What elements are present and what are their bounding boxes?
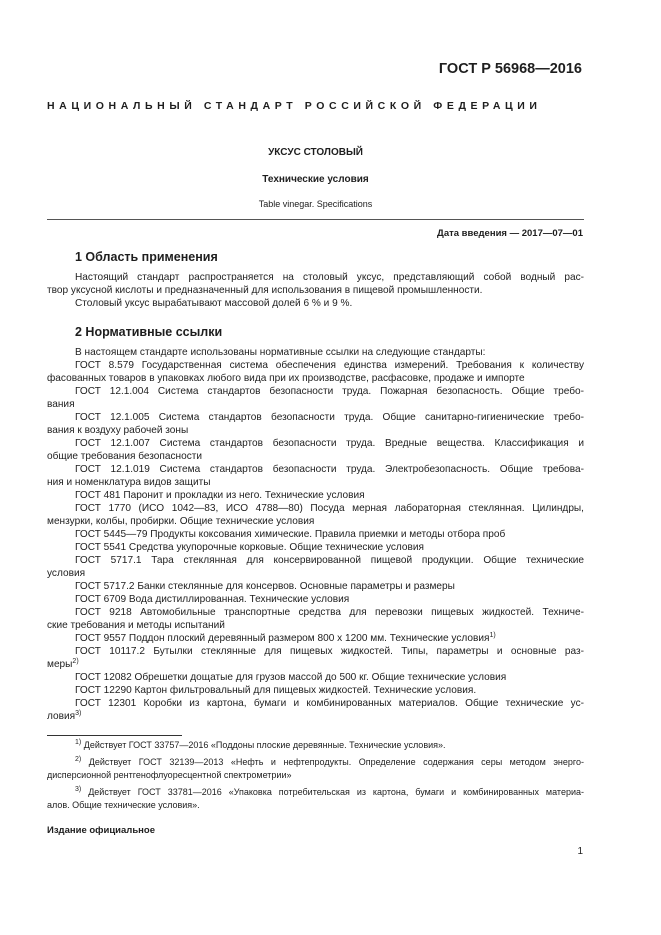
standard-number: ГОСТ Р 56968—2016 bbox=[438, 61, 582, 77]
reference-line: ГОСТ 6709 Вода дистиллированная. Технические условия bbox=[75, 594, 350, 605]
footnote-text: Действует ГОСТ 33757—2016 «Поддоны плоские деревянные. Технические условия». bbox=[83, 740, 446, 750]
reference-line: ГОСТ 12.1.019 Система стандартов безопасности труда. Электробезопасность. Общие требова- bbox=[75, 464, 584, 475]
section-2-body bbox=[47, 346, 584, 723]
reference-line: ГОСТ 5717.1 Тара стеклянная для консервированной пищевой продукции. Общие технические bbox=[75, 555, 584, 566]
english-title: Table vinegar. Specifications bbox=[258, 199, 373, 209]
reference-line bbox=[47, 632, 584, 645]
reference-line: условия bbox=[47, 568, 86, 579]
reference-line: ГОСТ 12.1.007 Система стандартов безопасности труда. Вредные вещества. Классификация и bbox=[75, 438, 584, 449]
footnote-text: Действует ГОСТ 32139—2013 «Нефть и нефтепродукты. Определение содержания серы методом энерго- bbox=[88, 757, 584, 767]
reference-text: ГОСТ 9557 Поддон плоский деревянный размером 800 х 1200 мм. Технические условия bbox=[75, 633, 490, 644]
footnote-marker: 1) bbox=[489, 632, 496, 639]
reference-line: ГОСТ 8.579 Государственная система обеспечения единства измерений. Требования к количеству bbox=[75, 360, 584, 371]
reference-line: ГОСТ 12.1.005 Система стандартов безопасности труда. Общие санитарно-гигиенические требо- bbox=[75, 412, 584, 423]
section-1-heading: 1 Область применения bbox=[75, 250, 218, 264]
reference-line: мензурки, колбы, пробирки. Общие технические условия bbox=[47, 516, 315, 527]
reference-line bbox=[47, 710, 584, 723]
reference-line: вания к воздуху рабочей зоны bbox=[47, 425, 189, 436]
reference-line: ГОСТ 10117.2 Бутылки стеклянные для пищевых жидкостей. Типы, параметры и основные раз- bbox=[75, 646, 584, 657]
reference-line: ГОСТ 5445—79 Продукты коксования химические. Правила приемки и методы отбора проб bbox=[75, 529, 506, 540]
reference-text: меры bbox=[47, 659, 73, 670]
footnote-mark: 2) bbox=[75, 756, 82, 763]
reference-line: ГОСТ 12.1.004 Система стандартов безопасности труда. Пожарная безопасность. Общие требо- bbox=[75, 386, 584, 397]
reference-line: ГОСТ 5717.2 Банки стеклянные для консервов. Основные параметры и размеры bbox=[75, 581, 455, 592]
reference-line: ГОСТ 1770 (ИСО 1042—83, ИСО 4788—80) Посуда мерная лабораторная стеклянная. Цилиндры, bbox=[75, 503, 584, 514]
reference-line: ния и номенклатура видов защиты bbox=[47, 477, 211, 488]
reference-line: вания bbox=[47, 399, 75, 410]
reference-line: ГОСТ 9218 Автомобильные транспортные средства для перевозки пищевых жидкостей. Техниче- bbox=[75, 607, 584, 618]
document-subtitle: Технические условия bbox=[262, 174, 369, 185]
footnote-marker: 2) bbox=[72, 658, 79, 665]
reference-line: ГОСТ 12301 Коробки из картона, бумаги и комбинированных материалов. Общие технические ус- bbox=[75, 698, 584, 709]
reference-line: фасованных товаров в упаковках любого вида при их производстве, расфасовке, продаже и импорте bbox=[47, 373, 525, 384]
footnote-1 bbox=[47, 739, 584, 752]
reference-line: ГОСТ 12290 Картон фильтровальный для пищевых жидкостей. Технические условия. bbox=[75, 685, 477, 696]
reference-line: ские требования и методы испытаний bbox=[47, 620, 225, 631]
section-1-body bbox=[47, 271, 584, 310]
reference-line bbox=[47, 658, 584, 671]
reference-line: общие требования безопасности bbox=[47, 451, 203, 462]
footnote-2 bbox=[47, 756, 584, 769]
paragraph-line: Столовый уксус вырабатывают массовой долей 6 % и 9 %. bbox=[75, 298, 353, 309]
footnote-2-continued: дисперсионной рентгенофлуоресцентной спектрометрии» bbox=[47, 770, 292, 780]
footnote-3-continued: алов. Общие технические условия». bbox=[47, 800, 200, 810]
title-divider bbox=[47, 219, 584, 220]
reference-text: ловия bbox=[47, 711, 76, 722]
paragraph-line: Настоящий стандарт распространяется на столовый уксус, представляющий собой водный рас- bbox=[75, 272, 584, 283]
reference-line: В настоящем стандарте использованы нормативные ссылки на следующие стандарты: bbox=[75, 347, 486, 358]
footnote-3 bbox=[47, 786, 584, 799]
footnote-divider bbox=[47, 735, 182, 736]
footnote-marker: 3) bbox=[75, 710, 82, 717]
reference-line: ГОСТ 12082 Обрешетки дощатые для грузов массой до 500 кг. Общие технические условия bbox=[75, 672, 507, 683]
footnote-mark: 3) bbox=[75, 786, 82, 793]
footnotes bbox=[47, 739, 584, 812]
official-edition-label: Издание официальное bbox=[47, 825, 155, 836]
document-title: УКСУС СТОЛОВЫЙ bbox=[268, 147, 363, 158]
footnote-text: Действует ГОСТ 33781—2016 «Упаковка потребительская из картона, бумаги и комбинированных материа- bbox=[88, 787, 584, 797]
section-2-heading: 2 Нормативные ссылки bbox=[75, 325, 223, 339]
national-standard-banner: НАЦИОНАЛЬНЫЙ СТАНДАРТ РОССИЙСКОЙ ФЕДЕРАЦИИ bbox=[47, 100, 542, 112]
reference-line: ГОСТ 481 Паронит и прокладки из него. Технические условия bbox=[75, 490, 365, 501]
reference-line: ГОСТ 5541 Средства укупорочные корковые. Общие технические условия bbox=[75, 542, 425, 553]
page-number: 1 bbox=[577, 846, 583, 857]
introduction-date: Дата введения — 2017—07—01 bbox=[437, 228, 583, 239]
footnote-mark: 1) bbox=[75, 739, 82, 746]
paragraph-line: твор уксусной кислоты и предназначенный для использования в пищевой промышленности. bbox=[47, 285, 483, 296]
